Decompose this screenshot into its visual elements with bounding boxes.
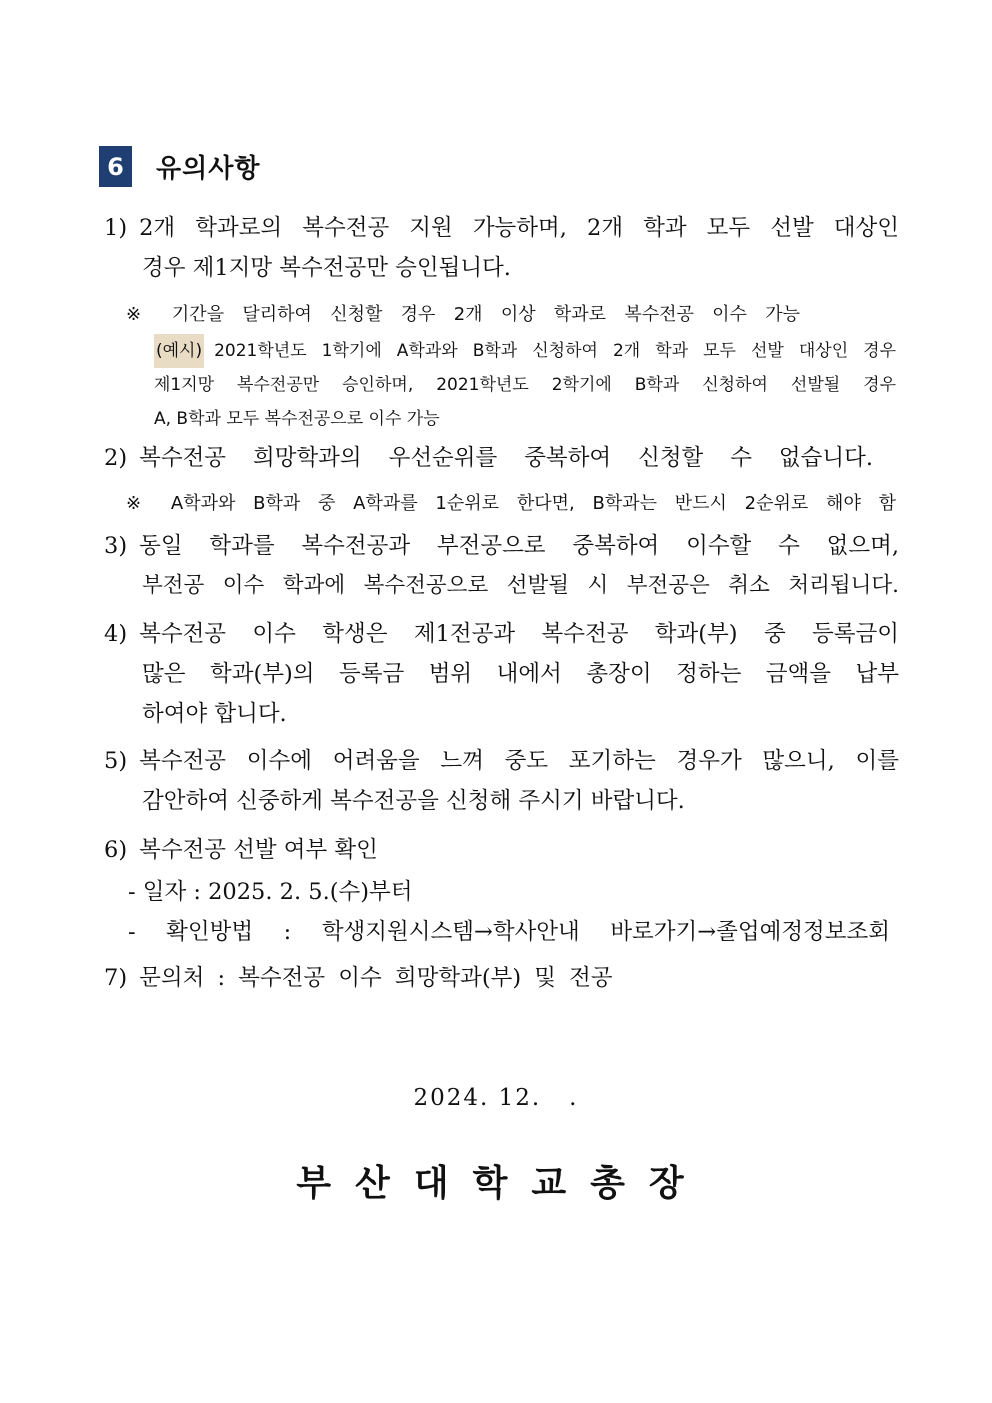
- list-item-5: [104, 741, 899, 821]
- item-text-line2: 부전공 이수 학과에 복수전공으로 선발될 시 부전공은 취소 처리됩니다.: [142, 573, 899, 598]
- section-header: [99, 146, 260, 187]
- section-number-badge: 6: [99, 146, 132, 187]
- item-text-line1: 복수전공 선발 여부 확인: [139, 837, 378, 863]
- item-number: 3): [104, 533, 128, 559]
- list-item-4: [104, 614, 899, 734]
- item-text-line1: 복수전공 이수 학생은 제1전공과 복수전공 학과(부) 중 등록금이: [139, 621, 899, 647]
- item-number: 4): [104, 621, 128, 647]
- issuer-signature: 부산대학교총장: [296, 1162, 708, 1204]
- example-tag: (예시): [154, 334, 204, 368]
- item-number: 1): [104, 215, 128, 241]
- item-number: 2): [104, 445, 128, 471]
- item-number: 5): [104, 748, 128, 774]
- item-text-line1: 복수전공 이수에 어려움을 느껴 중도 포기하는 경우가 많으니, 이를: [139, 748, 899, 774]
- item-text-line3: 하여야 합니다.: [142, 701, 287, 727]
- example-box: [154, 334, 896, 436]
- list-item-2: [104, 438, 899, 478]
- item-text-line1: 2개 학과로의 복수전공 지원 가능하며, 2개 학과 모두 선발 대상인: [139, 215, 899, 241]
- document-date: 2024. 12. .: [413, 1085, 579, 1111]
- list-item-1: [104, 208, 899, 288]
- note-priority: ※ A학과와 B학과 중 A학과를 1순위로 한다면, B학과는 반드시 2순위로 해야 함: [126, 493, 896, 514]
- item-number: 6): [104, 837, 128, 863]
- note-period: ※ 기간을 달리하여 신청할 경우 2개 이상 학과로 복수전공 이수 가능: [126, 304, 800, 325]
- item-text-line2: 경우 제1지망 복수전공만 승인됩니다.: [142, 255, 511, 281]
- example-line3: A, B학과 모두 복수전공으로 이수 가능: [154, 409, 440, 429]
- item-text-line1: 복수전공 희망학과의 우선순위를 중복하여 신청할 수 없습니다.: [139, 445, 873, 471]
- item-text-line1: 문의처 : 복수전공 이수 희망학과(부) 및 전공: [139, 965, 613, 991]
- list-item-7: [104, 958, 899, 998]
- sub-item-method: - 확인방법 : 학생지원시스템→학사안내 바로가기→졸업예정정보조회: [128, 919, 890, 945]
- list-item-3: [104, 526, 899, 606]
- example-line1: 2021학년도 1학기에 A학과와 B학과 신청하여 2개 학과 모두 선발 대상인 경우: [214, 341, 896, 361]
- section-title: 유의사항: [156, 154, 261, 184]
- list-item-6: [104, 830, 899, 870]
- item-text-line2: 많은 학과(부)의 등록금 범위 내에서 총장이 정하는 금액을 납부: [142, 661, 899, 687]
- example-line2: 제1지망 복수전공만 승인하며, 2021학년도 2학기에 B학과 신청하여 선발될 경우: [154, 375, 896, 395]
- sub-item-date: - 일자 : 2025. 2. 5.(수)부터: [128, 879, 413, 905]
- item-number: 7): [104, 965, 128, 991]
- item-text-line1: 동일 학과를 복수전공과 부전공으로 중복하여 이수할 수 없으며,: [139, 533, 899, 559]
- item-text-line2: 감안하여 신중하게 복수전공을 신청해 주시기 바랍니다.: [142, 788, 685, 814]
